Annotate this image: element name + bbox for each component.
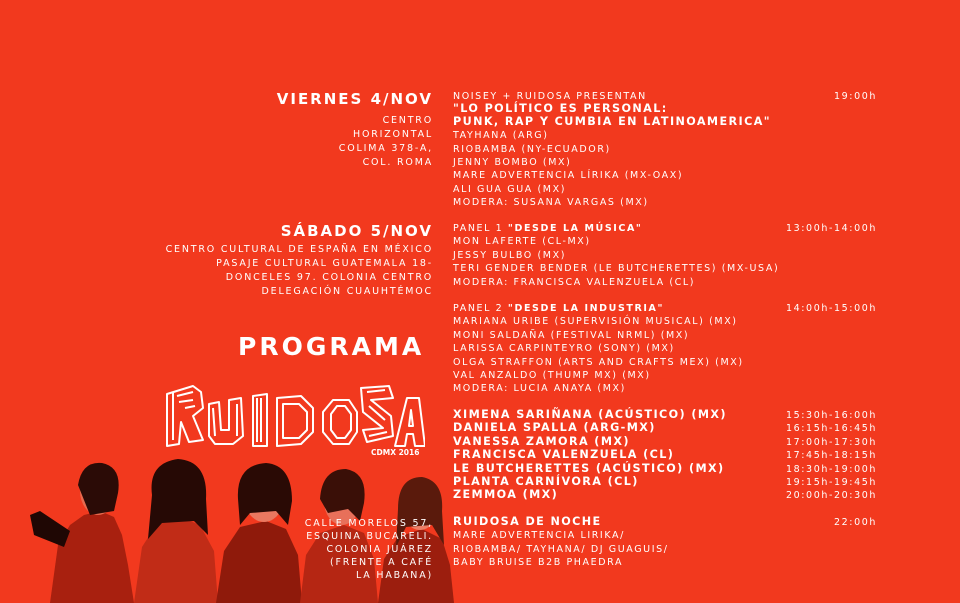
program-header: NOISEY + RUIDOSA PRESENTAN	[453, 91, 647, 102]
saturday-venue-block	[166, 222, 433, 299]
list-item: MARE ADVERTENCIA LIRIKA/	[453, 530, 625, 542]
list-item: MODERA: LUCIA ANAYA (MX)	[453, 383, 626, 395]
venue-line: PASAJE CULTURAL GUATEMALA 18-	[216, 258, 433, 269]
list-item: RIOBAMBA/ TAYHANA/ DJ GUAGUIS/	[453, 543, 669, 555]
panel-title	[453, 222, 643, 235]
concert-list	[453, 409, 877, 503]
concert-time: 15:30h-16:00h	[785, 410, 877, 421]
concert-name: PLANTA CARNÍVORA (CL)	[453, 475, 639, 489]
panel-header-row	[453, 222, 877, 235]
concert-name: ZEMMOA (MX)	[453, 488, 559, 502]
venue-line: COL. ROMA	[362, 157, 433, 168]
panel-1	[453, 222, 877, 289]
saturday-venue	[166, 243, 433, 299]
list-item: MARE ADVERTENCIA LÍRIKA (MX-OAX)	[453, 170, 684, 182]
venue-line: DONCELES 97. COLONIA CENTRO	[225, 272, 433, 283]
saturday-day-title: SÁBADO 5/NOV	[280, 222, 433, 240]
concert-name: FRANCISCA VALENZUELA (CL)	[453, 448, 675, 462]
concert-row	[453, 422, 877, 435]
address-line: COLONIA JUÁREZ	[326, 544, 433, 555]
list-item: MARIANA URIBE (SUPERVISIÓN MUSICAL) (MX)	[453, 316, 738, 328]
list-item: TAYHANA (ARG)	[453, 130, 549, 142]
concert-row	[453, 463, 877, 476]
program-title-line: "LO POLÍTICO ES PERSONAL:	[453, 102, 668, 116]
list-item: TERI GENDER BENDER (LE BUTCHERETTES) (MX-USA)	[453, 263, 780, 275]
concert-time: 20:00h-20:30h	[785, 490, 877, 502]
programa-heading: PROGRAMA	[238, 332, 425, 361]
list-item: LARISSA CARPINTEYRO (SONY) (MX)	[453, 343, 675, 355]
address-line: (FRENTE A CAFÉ	[329, 557, 433, 568]
venue-line: HORIZONTAL	[353, 129, 433, 140]
list-item: OLGA STRAFFON (ARTS AND CRAFTS MEX) (MX)	[453, 356, 744, 368]
panel-name: "DESDE LA MÚSICA"	[507, 223, 643, 234]
concert-name: XIMENA SARIÑANA (ACÚSTICO) (MX)	[453, 408, 727, 421]
address-line: LA HABANA)	[356, 570, 433, 581]
list-item: BABY BRUISE B2B PHAEDRA	[453, 557, 624, 569]
logo-tag: CDMX 2016	[371, 448, 420, 457]
concert-row	[453, 436, 877, 449]
concert-time: 16:15h-16:45h	[785, 423, 877, 435]
venue-line: CENTRO	[382, 115, 433, 126]
address-line: ESQUINA BUCARELI.	[306, 531, 433, 542]
panel-title	[453, 302, 664, 315]
list-item: RIOBAMBA (NY-ECUADOR)	[453, 143, 611, 155]
list-item: JESSY BULBO (MX)	[453, 249, 567, 261]
list-item: VAL ANZALDO (THUMP MX) (MX)	[453, 370, 651, 382]
friday-venue-block	[277, 90, 433, 170]
concert-name: DANIELA SPALLA (ARG-MX)	[453, 421, 656, 435]
night-title: RUIDOSA DE NOCHE	[453, 515, 602, 528]
venue-line: COLIMA 378-A,	[338, 143, 433, 154]
list-item: MON LAFERTE (CL-MX)	[453, 236, 591, 248]
panel-name: "DESDE LA INDUSTRIA"	[507, 303, 665, 314]
ruidosa-logo	[163, 382, 425, 462]
panel-header-row	[453, 302, 877, 315]
venue-line: DELEGACIÓN CUAUHTÉMOC	[261, 286, 433, 297]
list-item: MONI SALDAÑA (FESTIVAL NRML) (MX)	[453, 329, 690, 341]
concert-name: VANESSA ZAMORA (MX)	[453, 434, 630, 448]
list-item: MODERA: SUSANA VARGAS (MX)	[453, 197, 649, 209]
list-item: ALI GUA GUA (MX)	[453, 183, 566, 195]
night-header-row	[453, 516, 877, 529]
panel-time: 14:00h-15:00h	[785, 303, 877, 314]
concert-time: 18:30h-19:00h	[785, 463, 877, 475]
concert-time: 17:45h-18:15h	[785, 450, 877, 462]
address-line: CALLE MORELOS 57,	[304, 518, 433, 529]
concert-time: 19:15h-19:45h	[785, 477, 877, 489]
concert-row	[453, 449, 877, 462]
venue-address	[305, 517, 433, 582]
program-time: 19:00h	[834, 91, 877, 102]
concert-row	[453, 409, 877, 422]
panel-prefix: PANEL 2	[453, 303, 508, 314]
friday-program	[453, 90, 877, 210]
panel-2	[453, 302, 877, 396]
panel-prefix: PANEL 1	[453, 223, 508, 234]
concert-time: 17:00h-17:30h	[785, 436, 877, 448]
concert-row	[453, 476, 877, 489]
concert-name: LE BUTCHERETTES (ACÚSTICO) (MX)	[453, 461, 725, 475]
panel-time: 13:00h-14:00h	[785, 223, 877, 234]
friday-day-title: VIERNES 4/NOV	[276, 90, 433, 108]
program-title-line: PUNK, RAP Y CUMBIA EN LATINOAMERICA"	[453, 115, 771, 129]
list-item: JENNY BOMBO (MX)	[453, 157, 572, 169]
friday-venue	[277, 114, 433, 170]
program-header-row	[453, 90, 877, 103]
list-item: MODERA: FRANCISCA VALENZUELA (CL)	[453, 276, 696, 288]
night-program	[453, 516, 877, 570]
venue-line: CENTRO CULTURAL DE ESPAÑA EN MÉXICO	[165, 244, 433, 255]
concert-row	[453, 489, 877, 502]
night-time: 22:00h	[834, 517, 877, 528]
